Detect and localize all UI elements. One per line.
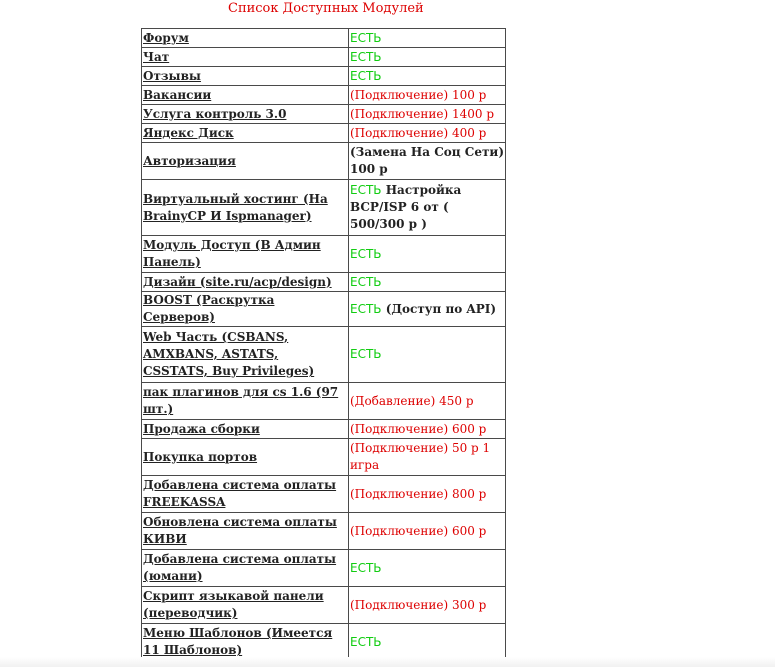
module-name: Виртуальный хостинг (На BrainyCP И Ispmanager) (142, 180, 349, 236)
module-row (142, 124, 506, 143)
status-available: ЕСТЬ (350, 347, 382, 361)
module-name: Продажа сборки (142, 420, 349, 439)
status-available: ЕСТЬ (350, 274, 382, 289)
module-name: Добавлена система оплаты FREEKASSA (142, 476, 349, 513)
status-price: (Подключение) 300 р (350, 597, 487, 612)
module-name: пак плагинов для cs 1.6 (97 шт.) (142, 383, 349, 420)
module-status (349, 67, 506, 86)
module-row (142, 273, 506, 292)
status-available: ЕСТЬ (350, 183, 382, 197)
status-price: (Подключение) 1400 р (350, 106, 494, 121)
module-name: Яндекс Диск (142, 124, 349, 143)
module-name: Дизайн (site.ru/acp/design) (142, 273, 349, 292)
module-row (142, 143, 506, 180)
module-row (142, 587, 506, 624)
status-available: ЕСТЬ (350, 68, 382, 83)
module-name: Обновлена система оплаты КИВИ (142, 513, 349, 550)
module-name: Чат (142, 48, 349, 67)
module-status (349, 476, 506, 513)
module-row (142, 476, 506, 513)
module-name: Отзывы (142, 67, 349, 86)
status-available: ЕСТЬ (350, 560, 382, 575)
module-row (142, 29, 506, 48)
module-row (142, 292, 506, 327)
module-status (349, 124, 506, 143)
status-available: ЕСТЬ (350, 634, 382, 649)
module-row (142, 236, 506, 273)
status-price: (Подключение) 800 р (350, 486, 487, 501)
status-note: (Замена На Соц Сети) 100 р (350, 145, 504, 176)
module-status (349, 180, 506, 236)
module-row (142, 624, 506, 661)
module-status (349, 383, 506, 420)
module-name: Услуга контроль 3.0 (142, 105, 349, 124)
status-note: Настройка BCP/ISP 6 от ( 500/300 р ) (350, 183, 462, 231)
module-name: Меню Шаблонов (Имеется 11 Шаблонов) (142, 624, 349, 661)
module-status (349, 587, 506, 624)
module-row (142, 420, 506, 439)
module-row (142, 48, 506, 67)
module-row (142, 513, 506, 550)
modules-table-body (142, 29, 506, 661)
status-price: (Подключение) 50 р 1 игра (350, 441, 491, 472)
status-price: (Подключение) 100 р (350, 87, 487, 102)
module-name: Скрипт языкавой панели (переводчик) (142, 587, 349, 624)
module-status (349, 143, 506, 180)
module-status (349, 624, 506, 661)
module-name: Вакансии (142, 86, 349, 105)
status-price: (Подключение) 600 р (350, 523, 487, 538)
module-status (349, 273, 506, 292)
status-available: ЕСТЬ (350, 49, 382, 64)
module-row (142, 550, 506, 587)
module-row (142, 105, 506, 124)
status-available: ЕСТЬ (350, 301, 382, 316)
module-row (142, 383, 506, 420)
module-status (349, 48, 506, 67)
module-name: Авторизация (142, 143, 349, 180)
module-name: BOOST (Раскрутка Серверов) (142, 292, 349, 327)
status-price: (Добавление) 450 р (350, 393, 474, 408)
module-status (349, 513, 506, 550)
module-row (142, 180, 506, 236)
module-status (349, 439, 506, 476)
module-status (349, 105, 506, 124)
module-status (349, 550, 506, 587)
module-status (349, 420, 506, 439)
module-name: Форум (142, 29, 349, 48)
status-price: (Подключение) 400 р (350, 125, 487, 140)
status-available: ЕСТЬ (350, 246, 382, 261)
module-row (142, 67, 506, 86)
modules-table (141, 28, 506, 661)
module-status (349, 327, 506, 383)
module-name: Добавлена система оплаты (юмани) (142, 550, 349, 587)
status-available: ЕСТЬ (350, 30, 382, 45)
bottom-scroll-strip (0, 657, 775, 667)
module-name: Модуль Доступ (В Админ Панель) (142, 236, 349, 273)
module-row (142, 439, 506, 476)
module-name: Покупка портов (142, 439, 349, 476)
module-status (349, 236, 506, 273)
module-name: Web Часть (CSBANS, AMXBANS, ASTATS, CSSTATS, Buy Privileges) (142, 327, 349, 383)
module-row (142, 86, 506, 105)
module-status (349, 86, 506, 105)
module-status (349, 29, 506, 48)
module-row (142, 327, 506, 383)
status-note: (Доступ по API) (381, 301, 497, 316)
page-title: Список Доступных Модулей (228, 1, 424, 16)
module-status (349, 292, 506, 327)
status-price: (Подключение) 600 р (350, 421, 487, 436)
